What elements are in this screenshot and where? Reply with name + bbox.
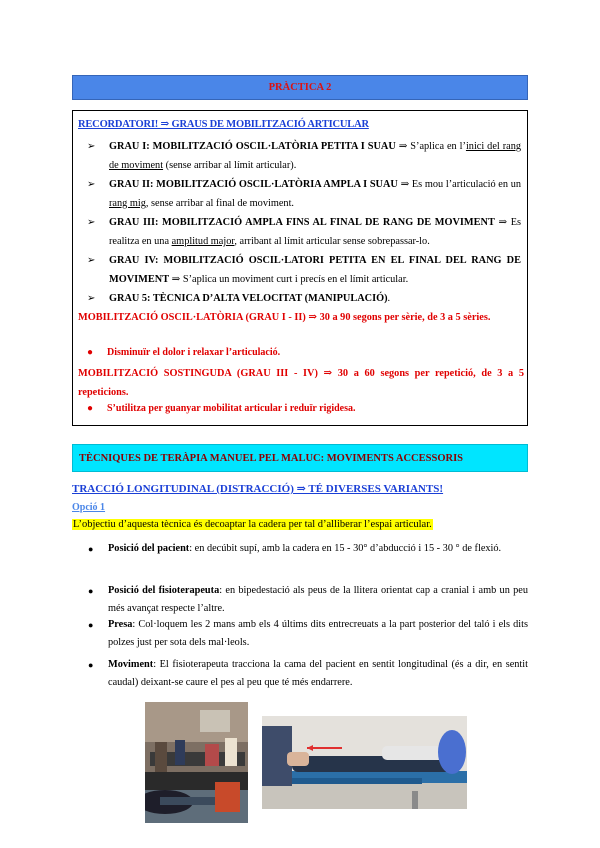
grau-3-rest: , arribant al límit articular sense sobrepassar-lo. (234, 236, 430, 247)
practice-title: PRÀCTICA 2 (72, 75, 528, 100)
bullet-icon: ● (88, 660, 94, 670)
list-item (88, 582, 528, 618)
sustained-note: MOBILITZACIÓ SOSTINGUDA (GRAU III - IV) ⇒ 30 a 60 segons per repetició, de 3 a 5 repeticions. (78, 368, 524, 398)
grau-1-rest: (sense arribar al límit articular). (163, 160, 297, 171)
bullet-icon: ● (88, 620, 94, 630)
sustained-bullet (87, 403, 356, 414)
grau-4-mid: ⇒ S’aplica un moviment curt i precís en el límit articular. (169, 274, 409, 285)
sustained-bullet-text: S’utilitza per guanyar mobilitat articular i reduïr rigidesa. (107, 403, 356, 414)
arrow-icon: ➢ (87, 179, 96, 190)
grau-2-title: GRAU II: MOBILITZACIÓ OSCIL·LATÒRIA AMPLA I SUAU (109, 179, 398, 190)
grau-5 (87, 289, 521, 308)
grau-3-title: GRAU III: MOBILITZACIÓ AMPLA FINS AL FINAL DE RANG DE MOVIMENT (109, 217, 495, 228)
traction-photo (262, 716, 467, 809)
item-label: Moviment (108, 659, 154, 670)
item-text: : Col·loquem les 2 mans amb els 4 últims dits entrecreuats a la part posterior del taló i els dits polzes just per sota dels mal·leols. (108, 619, 528, 648)
grau-1 (87, 137, 522, 175)
arrow-icon: ➢ (87, 217, 96, 228)
objective-text: L’objectiu d’aquesta tècnica és decoaptar la cadera per tal d’alliberar l’espai articular. (73, 519, 432, 530)
oscillatory-bullet (87, 347, 281, 358)
bullet-icon: ● (88, 586, 94, 596)
grau-3-underline: amplitud major (171, 236, 235, 247)
classroom-photo (145, 702, 248, 823)
grau-5-mid: . (387, 293, 391, 304)
grau-4-title: GRAU IV: MOBILITZACIÓ OSCIL·LATORI PETITA EN EL FINAL DEL RANG DE MOVIMENT (109, 255, 521, 285)
grau-4 (87, 251, 521, 289)
oscillatory-note: MOBILITZACIÓ OSCIL·LATÒRIA (GRAU I - II) ⇒ 30 a 90 segons per sèrie, de 3 a 5 sèries. (78, 312, 491, 323)
option-label: Opció 1 (72, 502, 106, 513)
list-item (88, 616, 528, 652)
item-label: Posició del fisioterapeuta (108, 585, 220, 596)
techniques-header: TÈCNIQUES DE TERÀPIA MANUEL PEL MALUC: MOVIMENTS ACCESSORIS (72, 444, 528, 472)
traction-heading: TRACCIÓ LONGITUDINAL (DISTRACCIÓ) ⇒ TÉ DIVERSES VARIANTS! (72, 483, 444, 495)
grau-2-rest: , sense arribar al final de moviment. (145, 198, 294, 209)
grau-1-mid: ⇒ S’aplica en l’ (395, 141, 466, 152)
list-item (88, 540, 528, 558)
arrow-icon: ➢ (87, 255, 96, 266)
grau-3 (87, 213, 522, 251)
grau-2 (87, 175, 522, 213)
item-label: Presa (108, 619, 133, 630)
grau-2-underline: rang mig (109, 198, 146, 209)
grau-1-title: GRAU I: MOBILITZACIÓ OSCIL·LATÒRIA PETITA I SUAU (109, 141, 396, 152)
bullet-icon: ● (87, 347, 94, 358)
list-item (88, 656, 528, 692)
item-label: Posició del pacient (108, 543, 190, 554)
grau-3-mid: ⇒ Es realitza en una (109, 217, 522, 247)
grau-1-underline: inici del rang de moviment (109, 141, 522, 171)
arrow-icon: ➢ (87, 141, 96, 152)
arrow-icon: ➢ (87, 293, 96, 304)
item-text: : en decúbit supí, amb la cadera en 15 - 30° d’abducció i 15 - 30 ° de flexió. (189, 543, 502, 554)
oscillatory-bullet-text: Disminuïr el dolor i relaxar l’articulació. (107, 347, 281, 358)
reminder-box (72, 110, 528, 426)
bullet-icon: ● (87, 403, 94, 414)
reminder-header: RECORDATORI! ⇒ GRAUS DE MOBILITZACIÓ ARTICULAR (78, 119, 369, 130)
grau-5-title: GRAU 5: TÈCNICA D’ALTA VELOCITAT (MANIPULACIÓ) (109, 293, 388, 304)
bullet-icon: ● (88, 544, 94, 554)
item-text: : El fisioterapeuta tracciona la cama del pacient en sentit longitudinal (és a dir, en sentit caudal) deixant-se caure el pes al peu que té més endarrere. (108, 659, 528, 688)
grau-2-mid: ⇒ Es mou l’articulació en un (397, 179, 522, 190)
item-text: : en bipedestació als peus de la llitera orientat cap a cranial i amb un peu més avançat respecte l’altre. (108, 585, 528, 614)
